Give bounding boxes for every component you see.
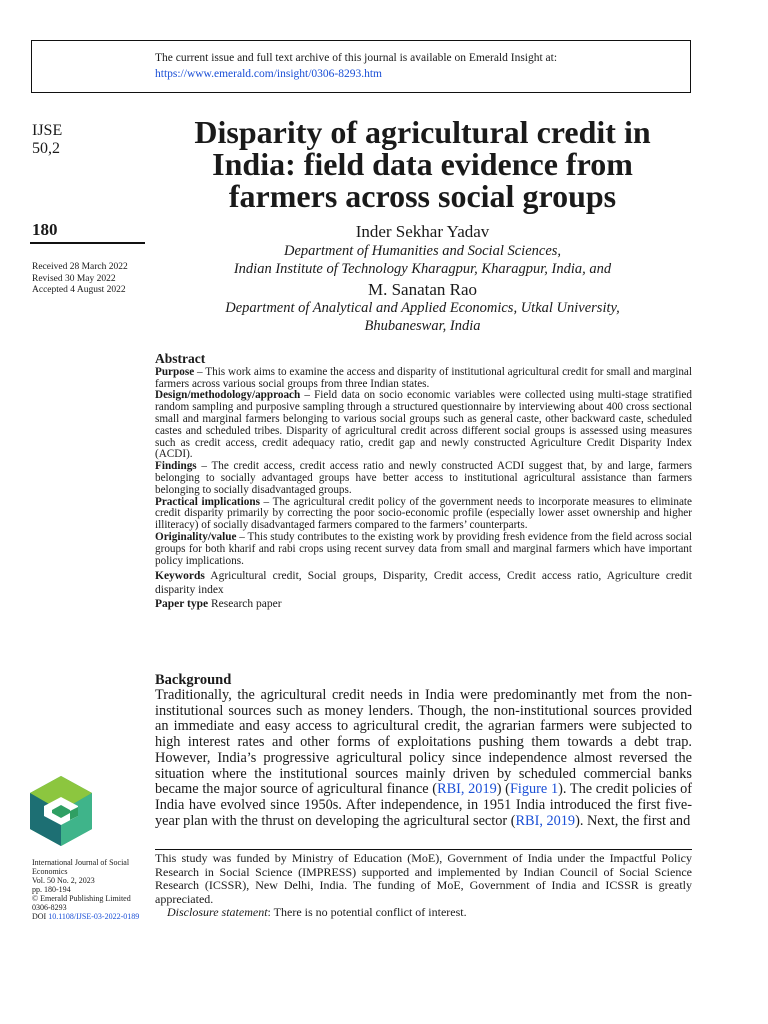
purpose-label: Purpose [155,365,195,378]
emerald-logo [30,776,92,846]
doi-label: DOI [32,912,49,921]
findings-label: Findings [155,460,197,473]
design-label: Design/methodology/approach [155,389,301,402]
disclosure-label: Disclosure statement [167,905,268,920]
funding-statement: This study was funded by Ministry of Education (MoE), Government of India under the Impactful Policy Research in Social Science (IMPRESS) supported and implemented by Indian Council of Social Science Research (ICSSR), New Delhi, India. The funding of MoE, Government of India and ICSSR is greatly appreciated. [155,851,692,906]
abstract [155,353,692,611]
abstract-purpose [155,367,692,391]
disclosure-text: : There is no potential conflict of interest. [267,905,467,920]
journal-code: IJSE [32,122,63,139]
volume-info: Vol. 50 No. 2, 2023 [32,876,95,885]
findings-text: – The credit access, credit access ratio and newly constructed ACDI suggest that, by and large, farmers belonging to socially advantaged groups have better access to institutional agricultural assistance than farmers belonging to socially disadvantaged groups. [155,460,692,496]
background-text-3: ). The credit policies of India have evolved since 1950s. After independence, in 1951 India introduced the first five-year plan with the thrust on developing the agricultural sector ( [155,781,692,829]
figure-1-link[interactable]: Figure 1 [509,781,559,798]
author-1: Inder Sekhar Yadav [355,222,490,241]
availability-notice: The current issue and full text archive of this journal is available on Emerald Insight at: [155,52,558,64]
submission-dates [32,262,128,297]
page-range: pp. 180-194 [32,885,71,894]
received-date: Received 28 March 2022 [32,262,128,272]
accepted-date: Accepted 4 August 2022 [32,285,126,295]
abstract-heading: Abstract [155,351,206,366]
revised-date: Revised 30 May 2022 [32,273,116,284]
practical-label: Practical implications [155,495,260,508]
keywords-label: Keywords [155,570,205,583]
abstract-findings [155,461,692,496]
journal-volume: 50,2 [32,140,60,157]
author-1-affiliation-line-2: Indian Institute of Technology Kharagpur, Kharagpur, India, and [233,261,612,277]
background-heading: Background [155,672,232,688]
doi-link[interactable]: 10.1108/IJSE-03-2022-0189 [48,912,140,921]
design-text: – Field data on socio economic variables were collected using multi-stage stratified random sampling and purposive sampling through a structured questionnaire by interviewing about 400 cross sectional small and marginal farmers belonging to various social groups such as general caste, other backward caste, scheduled castes and scheduled tribes. Disparity of agricultural credit across different social groups is assessed using measures such as credit access, credit adequacy ratio, credit gap and newly constructed Agriculture Credit Disparity Index (ACDI). [155,389,692,461]
footnote-rule [155,849,692,850]
abstract-originality [155,532,692,567]
page-number-rule [30,242,145,244]
publication-info [32,858,142,921]
doi-line [32,912,142,921]
paper-type-text: Research paper [208,598,282,611]
author-2: M. Sanatan Rao [367,280,478,299]
originality-text: – This study contributes to the existing work by providing fresh evidence from the field across social groups for both kharif and rabi crops using recent survey data from small and marginal farmers which have important policy implications. [155,530,692,567]
abstract-paper-type [155,599,692,611]
availability-notice-box [31,40,691,93]
abstract-practical [155,497,692,532]
author-2-affiliation-line-1: Department of Analytical and Applied Economics, Utkal University, [225,300,620,316]
journal-volume-block [32,122,62,158]
paper-type-label: Paper type [155,598,209,611]
abstract-keywords [155,569,692,597]
issn: 0306-8293 [32,903,67,912]
purpose-text: – This work aims to examine the access and disparity of institutional agricultural credit for small and marginal farmers across various social groups from three Indian states. [155,365,692,390]
author-1-affiliation-line-1: Department of Humanities and Social Sciences, [283,243,562,259]
copyright: © Emerald Publishing Limited [32,894,131,903]
footnote [155,852,692,920]
journal-archive-link[interactable]: https://www.emerald.com/insight/0306-8293.htm [155,68,382,80]
journal-name-line-1: International Journal of Social [32,858,130,867]
disclosure-statement [155,906,692,920]
background-text-1: Traditionally, the agricultural credit needs in India were predominantly met from the non-institutional sources such as money lenders. Though, the non-institutional sources provided an immediate and easy access to agricultural credit, the agrarian farmers were subjected to high interest rates and other forms of exploitations pushing them towards a debt trap. However, India’s progressive agricultural policy since independence almost reversed the situation where the institutional sources mainly driven by scheduled commercial banks became the major source of agricultural finance ( [155,687,692,798]
article-title: Disparity of agricultural credit in India: field data evidence from farmers across social groups [194,114,651,214]
keywords-text: Agricultural credit, Social groups, Disparity, Credit access, Credit access ratio, Agriculture credit disparity index [155,570,692,597]
citation-rbi-2019-second[interactable]: RBI, 2019 [515,812,576,829]
citation-rbi-2019[interactable]: RBI, 2019 [437,781,497,798]
background-paragraph [155,688,692,829]
journal-name-line-2: Economics [32,867,68,876]
background-text-2: ) ( [496,781,510,798]
originality-label: Originality/value [155,530,237,543]
practical-text: – The agricultural credit policy of the government needs to incorporate measures to eliminate credit disparity primarily by correcting the poor socio-economic profile (especially lower asset ownership and higher illiteracy) of socially disadvantaged farmers compared to the farmers’ counterparts. [155,495,692,532]
author-2-affiliation-line-2: Bhubaneswar, India [364,318,481,334]
background-text-4: ). Next, the first and [575,812,691,829]
page-number: 180 [32,220,58,239]
abstract-design [155,390,692,461]
